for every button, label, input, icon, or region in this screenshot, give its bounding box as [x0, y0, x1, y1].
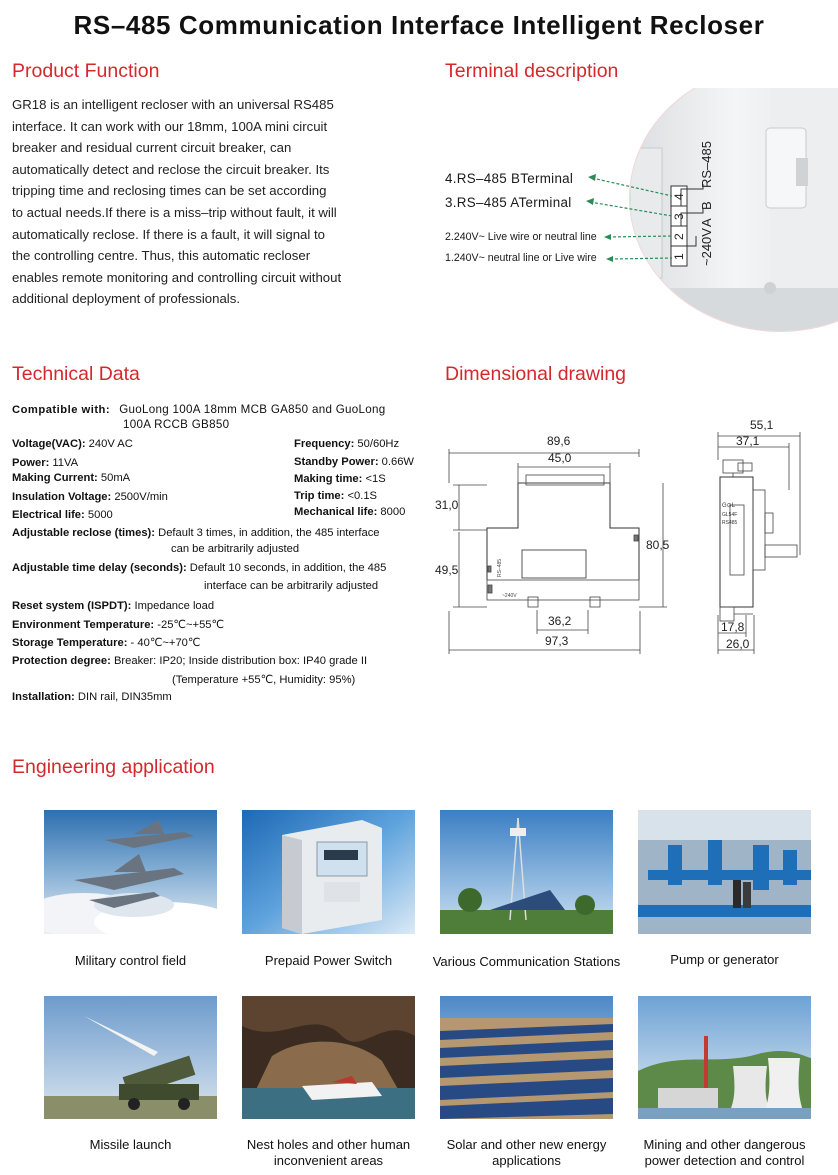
spec-delay: Adjustable time delay (seconds): Default 10 seconds, in addition, the 485 — [12, 562, 387, 574]
dim-37-1: 37,1 — [736, 434, 760, 448]
caption-communication: Various Communication Stations — [432, 954, 621, 969]
communication-tower-photo — [440, 810, 613, 934]
dim-97-3: 97,3 — [545, 634, 569, 648]
pump-station-photo — [638, 810, 811, 934]
spec-protection: Protection degree: Breaker: IP20; Inside distribution box: IP40 grade II — [12, 655, 368, 667]
product-function-heading: Product Function — [12, 60, 160, 82]
dim-80-5: 80,5 — [646, 538, 670, 552]
spec-frequency: Frequency: 50/60Hz — [294, 438, 400, 450]
spec-installation: Installation: DIN rail, DIN35mm — [12, 691, 172, 703]
fighter-jets-photo — [44, 810, 217, 934]
spec-power: Power: 11VA — [12, 457, 79, 469]
dimension-drawing — [430, 405, 838, 660]
compatible-label: Compatible with: — [12, 404, 111, 416]
spec-delay-2: interface can be arbitrarily adjusted — [204, 580, 379, 592]
spec-reset: Reset system (ISPDT): Impedance load — [12, 600, 215, 612]
terminal-label-3: 3.RS–485 ATerminal — [445, 195, 572, 210]
side-rs-label: RS485 — [722, 520, 738, 526]
spec-insulation-voltage: Insulation Voltage: 2500V/min — [12, 491, 168, 503]
terminal-num-3: 3 — [672, 213, 686, 220]
pf-line: tripping time and reclosing times can be set according — [12, 183, 327, 199]
compatible-value-2: 100A RCCB GB850 — [123, 418, 230, 431]
terminal-num-2: 2 — [672, 233, 686, 240]
pf-line: the controlling centre. Thus, this automatic recloser — [12, 248, 311, 264]
spec-reclose-2: can be arbitrarily adjusted — [171, 543, 300, 555]
electric-meter-photo — [242, 810, 415, 934]
dim-49-5: 49,5 — [435, 563, 459, 577]
pf-line: GR18 is an intelligent recloser with an universal RS485 — [12, 97, 334, 112]
caption-prepaid: Prepaid Power Switch — [264, 953, 393, 968]
page-title: RS–485 Communication Interface Intelligent Recloser — [73, 10, 765, 40]
device-b-text: B — [699, 201, 714, 210]
terminal-num-1: 1 — [672, 253, 686, 260]
dimensional-drawing-heading: Dimensional drawing — [445, 363, 627, 385]
dim-45-0: 45,0 — [548, 451, 572, 465]
technical-data-heading: Technical Data — [12, 363, 140, 385]
device-a-text: A — [699, 218, 714, 227]
caption-nest-holes: Nest holes and other human inconvenient areas — [246, 1137, 411, 1168]
dim-55-1: 55,1 — [750, 418, 774, 432]
pf-line: additional deployment of professionals. — [12, 291, 240, 307]
dim-31-0: 31,0 — [435, 498, 459, 512]
terminal-num-4: 4 — [672, 193, 686, 200]
caption-pump: Pump or generator — [670, 952, 779, 967]
drawing-240v-label: ~240V — [502, 593, 517, 599]
spec-mechanical-life: Mechanical life: 8000 — [294, 506, 406, 518]
side-brand-label: G⊙L — [722, 503, 736, 509]
spec-storage-temp: Storage Temperature: - 40℃~+70℃ — [12, 637, 201, 649]
spec-env-temp: Environment Temperature: -25℃~+55℃ — [12, 619, 225, 631]
terminal-label-2: 2.240V~ Live wire or neutral line — [445, 231, 597, 243]
terminal-diagram — [440, 88, 838, 333]
terminal-label-1: 1.240V~ neutral line or Live wire — [445, 252, 597, 264]
spec-making-time: Making time: <1S — [294, 473, 386, 485]
drawing-rs485-label: RS–485 — [497, 558, 503, 577]
caption-mining: Mining and other dangerous power detection and control — [643, 1137, 806, 1168]
compatible-row — [12, 403, 386, 416]
pf-line: interface. It can work with our 18mm, 100A mini circuit — [12, 118, 328, 134]
caption-solar: Solar and other new energy applications — [446, 1137, 607, 1168]
side-model-label: GL54F — [722, 512, 738, 518]
terminal-description-heading: Terminal description — [445, 60, 619, 82]
pf-line: automatically detect and reclose the circuit breaker. Its — [12, 161, 330, 177]
dim-26-0: 26,0 — [726, 637, 750, 651]
caption-missile: Missile launch — [89, 1137, 172, 1152]
spec-standby-power: Standby Power: 0.66W — [294, 456, 414, 468]
compatible-value: GuoLong 100A 18mm MCB GA850 and GuoLong — [119, 403, 386, 416]
device-240v-text: ~240V — [699, 228, 714, 266]
product-function-text — [12, 94, 384, 310]
dim-17-8: 17,8 — [721, 620, 745, 634]
spec-making-current: Making Current: 50mA — [12, 472, 131, 484]
solar-farm-photo — [440, 996, 613, 1119]
pf-line: to actual needs.If there is a miss–trip without fault, it will — [12, 204, 337, 220]
pf-line: enables remote monitoring and controlling circuit without — [12, 269, 342, 285]
missile-launcher-photo — [44, 996, 217, 1119]
power-plant-photo — [638, 996, 811, 1119]
spec-voltage: Voltage(VAC): 240V AC — [12, 438, 133, 450]
spec-protection-2: (Temperature +55℃, Humidity: 95%) — [172, 674, 356, 686]
dim-89-6: 89,6 — [547, 434, 571, 448]
engineering-application-heading: Engineering application — [12, 756, 215, 778]
spec-electrical-life: Electrical life: 5000 — [12, 509, 113, 521]
pf-line: automatically reclose. If there is a fault, it will signal to — [12, 226, 325, 242]
terminal-label-4: 4.RS–485 BTerminal — [445, 171, 574, 186]
spec-trip-time: Trip time: <0.1S — [294, 490, 378, 502]
caption-military: Military control field — [74, 953, 187, 968]
pf-line: breaker and residual current circuit breaker, can — [12, 140, 292, 156]
dim-36-2: 36,2 — [548, 614, 572, 628]
cave-boat-photo — [242, 996, 415, 1119]
device-rs485-text: RS–485 — [699, 141, 714, 188]
spec-reclose: Adjustable reclose (times): Default 3 times, in addition, the 485 interface — [12, 527, 380, 539]
